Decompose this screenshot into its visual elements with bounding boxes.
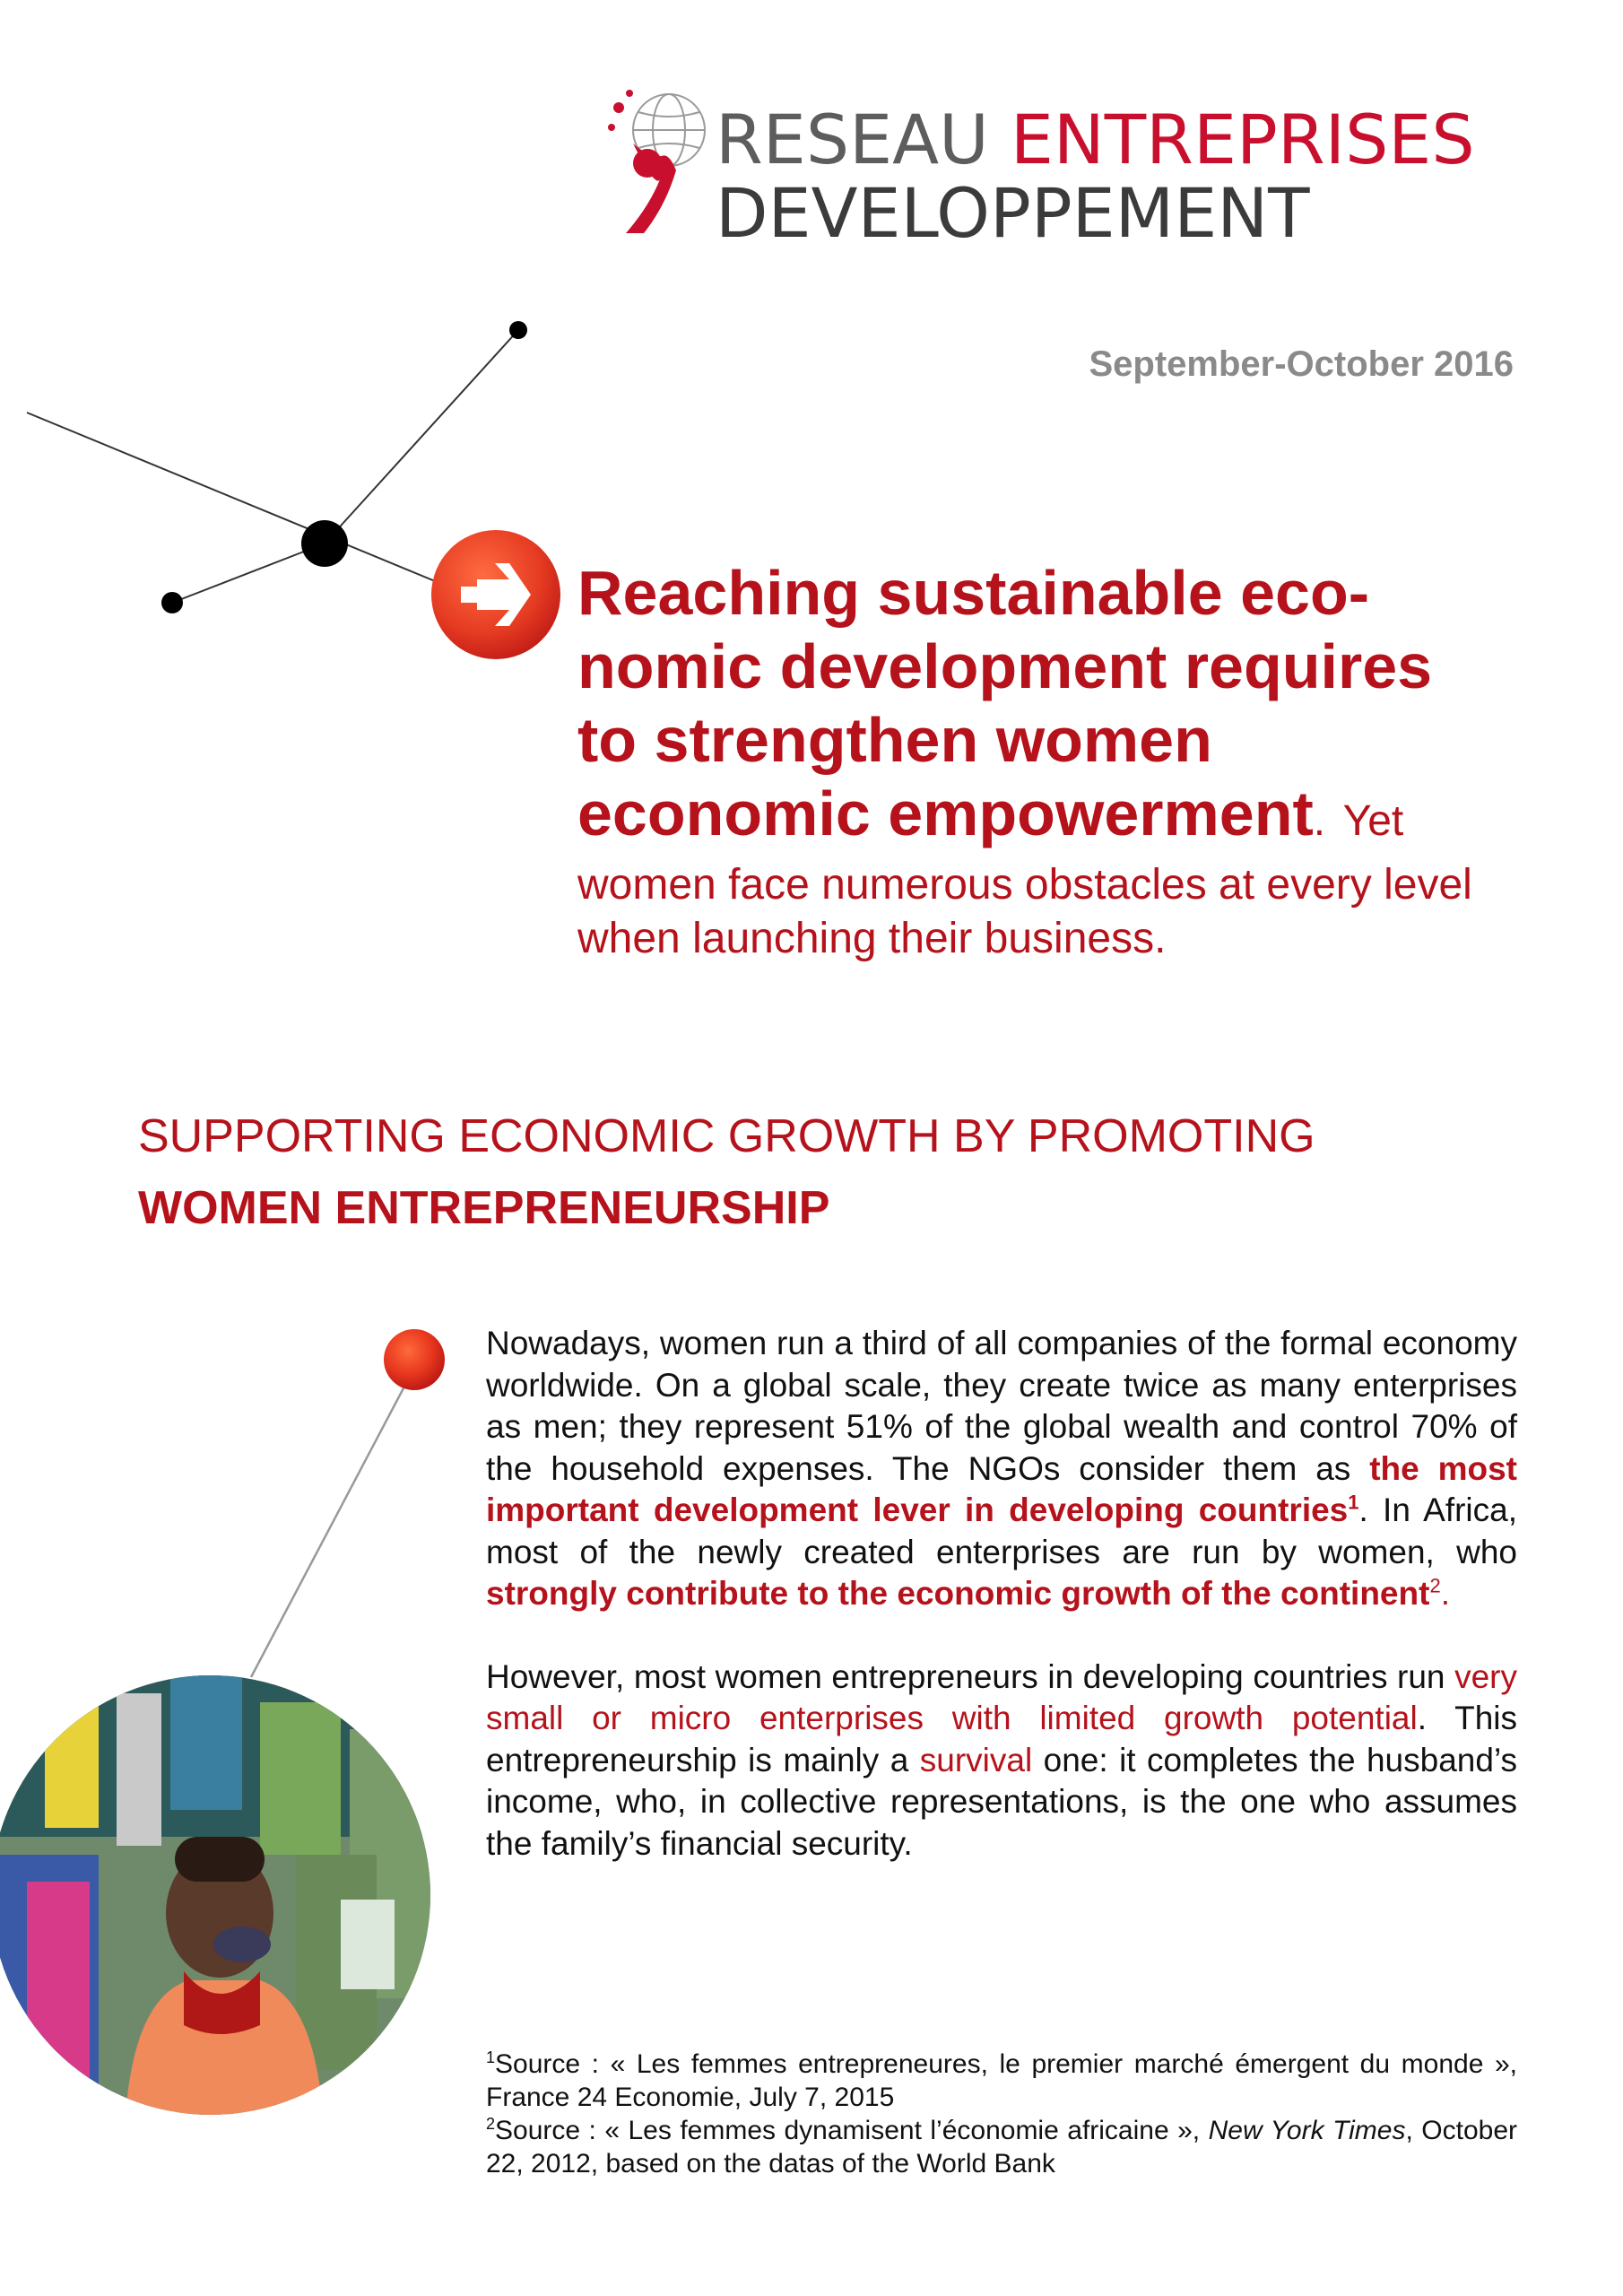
- logo-text-line2: DEVELOPPEMENT: [716, 173, 1310, 253]
- article-body: [486, 1323, 1517, 1865]
- network-node-top: [509, 321, 527, 339]
- section-title-line2: WOMEN ENTREPRENEURSHIP: [138, 1182, 830, 1234]
- globe-logo-icon: [606, 81, 714, 242]
- arrow-right-icon: [429, 527, 563, 662]
- network-node-large: [301, 520, 348, 567]
- headline: [577, 556, 1501, 966]
- section-title: [138, 1105, 1483, 1239]
- logo-text-line1: RESEAU ENTREPRISES: [716, 100, 1475, 179]
- headline-bold: Reaching sustainable eco- nomic development requires to strengthen women economic empowerment. Yet: [577, 558, 1433, 848]
- network-node-left: [161, 592, 183, 613]
- footnote-1: $^1$Source : « Les femmes entrepreneures, le premier marché émergent du monde », France 24 Economie, July 7, 2015: [486, 2048, 1517, 2112]
- paragraph-2: However, most women entrepreneurs in developing countries run very small or micro enterprises with limited growth potential. This entrepreneurship is mainly a survival one: it completes the husband’s income, who, in collective representations, is the one who assumes the family’s financial security.: [486, 1657, 1518, 1862]
- woman-entrepreneur-photo: [0, 1675, 430, 2115]
- headline-subtext: women face numerous obstacles at every level when launching their business.: [577, 861, 1472, 962]
- section-title-line1: SUPPORTING ECONOMIC GROWTH BY PROMOTING: [138, 1110, 1315, 1162]
- issue-date: September-October 2016: [1089, 344, 1514, 384]
- organization-logo: [606, 81, 1475, 253]
- paragraph-1: Nowadays, women run a third of all companies of the formal economy worldwide. On a global scale, they create twice as many enterprises as men; they represent 51% of the global wealth and control 70% of the household expenses. The NGOs consider them as the most important development lever in developing countries$^1$. In Africa, most of the newly created enterprises are run by women, who strongly contribute to the economic growth of the continent$^2$.: [486, 1325, 1517, 1612]
- red-dot-icon: [384, 1329, 445, 1390]
- footnote-2: $^2$Source : « Les femmes dynamisent l’économie africaine », New York Times, October 22, 2012, based on the datas of the World Bank: [486, 2115, 1518, 2179]
- footnotes: [486, 2048, 1517, 2180]
